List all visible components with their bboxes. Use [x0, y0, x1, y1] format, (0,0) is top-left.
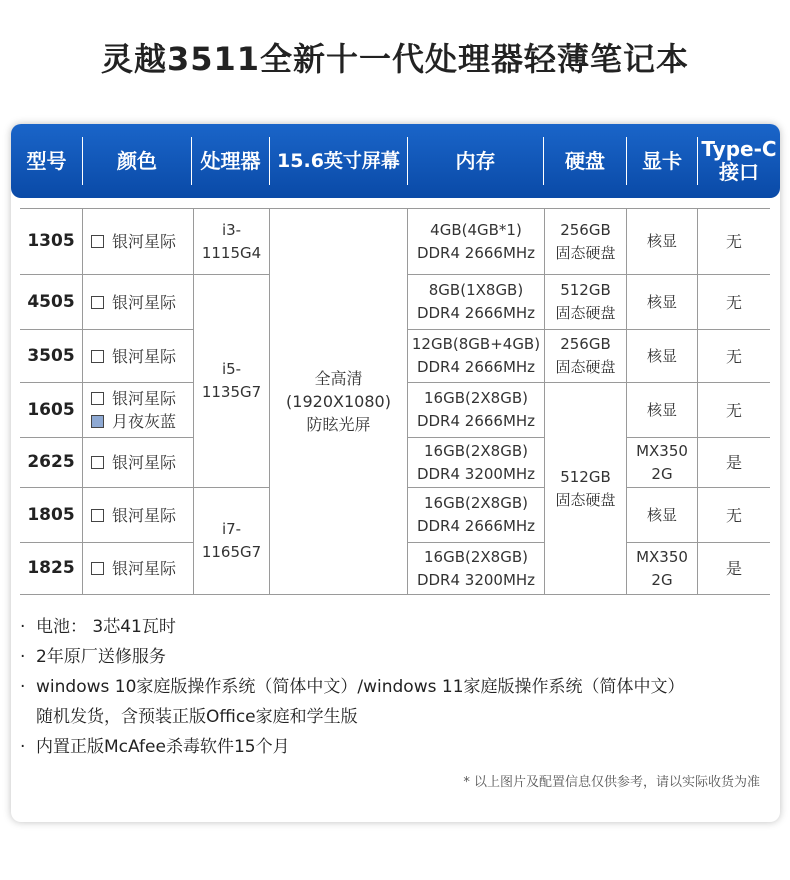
color-cell	[83, 275, 193, 329]
checkbox-icon	[91, 509, 104, 522]
color-cell	[83, 488, 193, 542]
bullet-icon: ·	[20, 617, 26, 637]
note-text: 内置正版McAfee杀毒软件15个月	[36, 737, 290, 757]
note-item	[20, 612, 770, 642]
memory-cell: 16GB(2X8GB) DDR4 3200MHz	[416, 547, 536, 589]
gpu-cell: 核显	[646, 400, 677, 419]
memory-cell: 16GB(2X8GB) DDR4 2666MHz	[416, 389, 536, 430]
color-label: 银河星际	[112, 453, 177, 472]
storage-cell: 512GB 固态硬盘	[555, 467, 616, 509]
note-text-continued: 随机发货，含预装正版Office家庭和学生版	[36, 707, 358, 727]
color-cell	[83, 209, 193, 274]
checkbox-icon	[91, 562, 104, 575]
gpu-cell: 核显	[646, 505, 677, 524]
color-label: 银河星际	[112, 559, 177, 578]
memory-cell: 16GB(2X8GB) DDR4 2666MHz	[416, 494, 536, 535]
memory-cell: 4GB(4GB*1) DDR4 2666MHz	[416, 220, 536, 262]
header-color: 颜色	[117, 148, 157, 173]
bullet-icon: ·	[20, 647, 26, 667]
typec-cell: 无	[725, 400, 742, 420]
header-storage: 硬盘	[565, 148, 605, 173]
checkbox-icon	[91, 296, 104, 309]
note-text: 电池： 3芯41瓦时	[36, 617, 176, 637]
memory-cell: 16GB(2X8GB) DDR4 3200MHz	[416, 441, 536, 483]
model-cell: 2625	[27, 452, 75, 472]
model-cell: 1805	[27, 504, 75, 525]
typec-cell: 无	[725, 232, 742, 251]
color-label: 银河星际	[112, 346, 177, 366]
typec-cell: 无	[725, 346, 742, 366]
color-cell	[83, 543, 193, 594]
typec-cell: 无	[725, 505, 742, 525]
typec-cell: 是	[725, 559, 742, 578]
note-text: windows 10家庭版操作系统（简体中文）/windows 11家庭版操作系统（简体中文）	[36, 677, 685, 697]
typec-cell: 是	[725, 453, 742, 472]
typec-cell: 无	[725, 292, 742, 312]
memory-cell: 12GB(8GB+4GB) DDR4 2666MHz	[411, 335, 541, 376]
checkbox-icon	[91, 392, 104, 405]
color-cell	[83, 438, 193, 487]
model-cell: 1825	[27, 558, 75, 578]
header-model: 型号	[26, 148, 67, 173]
notes-list	[20, 612, 770, 762]
model-cell: 4505	[27, 291, 75, 312]
checkbox-icon	[91, 350, 104, 363]
gpu-cell: 核显	[646, 346, 677, 365]
color-label: 银河星际	[112, 389, 177, 408]
color-cell	[83, 330, 193, 382]
color-label: 银河星际	[112, 292, 177, 312]
processor-cell: i3- 1115G4	[201, 220, 262, 262]
model-cell: 1305	[27, 231, 75, 251]
checkbox-icon	[91, 235, 104, 248]
gpu-cell: 核显	[646, 232, 677, 250]
checkbox-icon	[91, 456, 104, 469]
note-item	[20, 672, 770, 732]
bullet-icon: ·	[20, 737, 26, 757]
header-typec: Type-C 接口	[701, 137, 777, 184]
gpu-cell: 核显	[646, 292, 677, 311]
storage-cell: 512GB 固态硬盘	[555, 281, 616, 322]
note-text: 2年原厂送修服务	[36, 647, 166, 667]
header-memory: 内存	[455, 148, 496, 173]
memory-cell: 8GB(1X8GB) DDR4 2666MHz	[416, 281, 536, 322]
bullet-icon: ·	[20, 677, 26, 697]
color-label: 银河星际	[112, 232, 177, 251]
header-screen: 15.6英寸屏幕	[277, 149, 400, 172]
page-title: 灵越3511全新十一代处理器轻薄笔记本	[100, 40, 690, 78]
color-cell	[83, 383, 193, 437]
header-processor: 处理器	[200, 148, 261, 173]
color-label: 月夜灰蓝	[112, 412, 177, 431]
note-item	[20, 732, 770, 762]
screen-cell: 全高清 (1920X1080) 防眩光屏	[286, 369, 391, 434]
note-item	[20, 642, 770, 672]
disclaimer: * 以上图片及配置信息仅供参考，请以实际收货为准	[463, 775, 760, 790]
model-cell: 1605	[27, 399, 75, 420]
storage-cell: 256GB 固态硬盘	[555, 220, 616, 262]
gpu-cell: MX350 2G	[636, 441, 688, 483]
color-swatch-icon	[91, 415, 104, 428]
header-gpu: 显卡	[642, 148, 682, 173]
color-label: 银河星际	[112, 505, 177, 525]
storage-cell: 256GB 固态硬盘	[555, 335, 616, 376]
model-cell: 3505	[27, 345, 75, 366]
processor-cell: i7- 1165G7	[201, 520, 262, 561]
processor-cell: i5- 1135G7	[201, 360, 262, 401]
gpu-cell: MX350 2G	[636, 547, 688, 589]
